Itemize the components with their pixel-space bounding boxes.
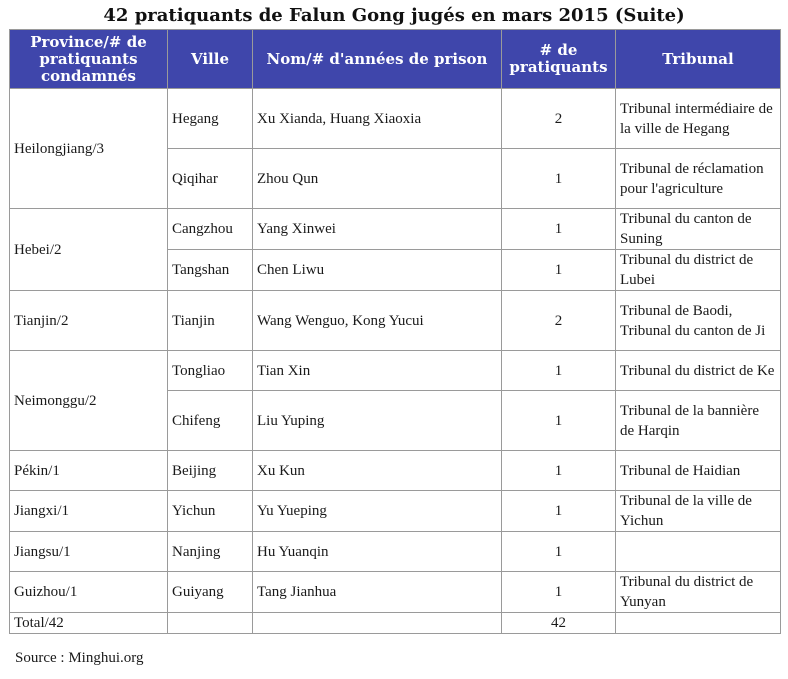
header-row: [10, 30, 781, 89]
court-cell: Tribunal du district de Ke: [616, 351, 781, 391]
province-cell: Jiangxi/1: [10, 491, 168, 532]
court-cell: Tribunal intermédiaire de la ville de Hegang: [616, 89, 781, 149]
page-title: 42 pratiquants de Falun Gong jugés en mars 2015 (Suite): [103, 5, 685, 26]
count-cell: 1: [502, 391, 616, 451]
court-cell: Tribunal de Haidian: [616, 451, 781, 491]
court-cell: Tribunal de réclamation pour l'agriculture: [616, 149, 781, 209]
header-province: Province/# de pratiquants condamnés: [10, 30, 168, 89]
header-count: # de pratiquants: [502, 30, 616, 89]
names-cell: Tang Jianhua: [253, 572, 502, 613]
table-row: [10, 89, 781, 149]
court-cell: Tribunal du district de Yunyan: [616, 572, 781, 613]
province-cell: Jiangsu/1: [10, 532, 168, 572]
names-cell: Hu Yuanqin: [253, 532, 502, 572]
city-cell: Tangshan: [168, 250, 253, 291]
names-cell: Xu Kun: [253, 451, 502, 491]
header-city: Ville: [168, 30, 253, 89]
province-cell: Tianjin/2: [10, 291, 168, 351]
header-names: Nom/# d'années de prison: [253, 30, 502, 89]
city-cell: Nanjing: [168, 532, 253, 572]
count-cell: 1: [502, 351, 616, 391]
count-cell: 1: [502, 250, 616, 291]
total-count: 42: [502, 613, 616, 634]
count-cell: 1: [502, 149, 616, 209]
province-cell: Hebei/2: [10, 209, 168, 291]
count-cell: 2: [502, 89, 616, 149]
city-cell: Cangzhou: [168, 209, 253, 250]
table-row: [10, 291, 781, 351]
names-cell: Chen Liwu: [253, 250, 502, 291]
province-cell: Pékin/1: [10, 451, 168, 491]
province-cell: Heilongjiang/3: [10, 89, 168, 209]
count-cell: 1: [502, 209, 616, 250]
city-cell: Tongliao: [168, 351, 253, 391]
count-cell: 1: [502, 491, 616, 532]
court-cell: Tribunal de Baodi, Tribunal du canton de Ji: [616, 291, 781, 351]
table-row: [10, 451, 781, 491]
table-row: [10, 532, 781, 572]
court-cell: Tribunal de la ville de Yichun: [616, 491, 781, 532]
total-label: Total/42: [10, 613, 168, 634]
count-cell: 1: [502, 532, 616, 572]
table-row: [10, 572, 781, 613]
city-cell: Beijing: [168, 451, 253, 491]
court-cell: Tribunal du canton de Suning: [616, 209, 781, 250]
count-cell: 1: [502, 572, 616, 613]
city-cell: Yichun: [168, 491, 253, 532]
court-cell: Tribunal du district de Lubei: [616, 250, 781, 291]
city-cell: Hegang: [168, 89, 253, 149]
province-cell: Neimonggu/2: [10, 351, 168, 451]
empty-cell: [616, 613, 781, 634]
count-cell: 2: [502, 291, 616, 351]
sentences-table: [9, 29, 781, 634]
source-note: Source : Minghui.org: [15, 650, 144, 666]
names-cell: Tian Xin: [253, 351, 502, 391]
province-cell: Guizhou/1: [10, 572, 168, 613]
names-cell: Liu Yuping: [253, 391, 502, 451]
names-cell: Zhou Qun: [253, 149, 502, 209]
court-cell: [616, 532, 781, 572]
city-cell: Qiqihar: [168, 149, 253, 209]
city-cell: Chifeng: [168, 391, 253, 451]
names-cell: Xu Xianda, Huang Xiaoxia: [253, 89, 502, 149]
empty-cell: [253, 613, 502, 634]
table-row: [10, 209, 781, 250]
court-cell: Tribunal de la bannière de Harqin: [616, 391, 781, 451]
city-cell: Tianjin: [168, 291, 253, 351]
names-cell: Yang Xinwei: [253, 209, 502, 250]
names-cell: Wang Wenguo, Kong Yucui: [253, 291, 502, 351]
names-cell: Yu Yueping: [253, 491, 502, 532]
table-row: [10, 351, 781, 391]
header-court: Tribunal: [616, 30, 781, 89]
city-cell: Guiyang: [168, 572, 253, 613]
empty-cell: [168, 613, 253, 634]
count-cell: 1: [502, 451, 616, 491]
total-row: [10, 613, 781, 634]
table-row: [10, 491, 781, 532]
